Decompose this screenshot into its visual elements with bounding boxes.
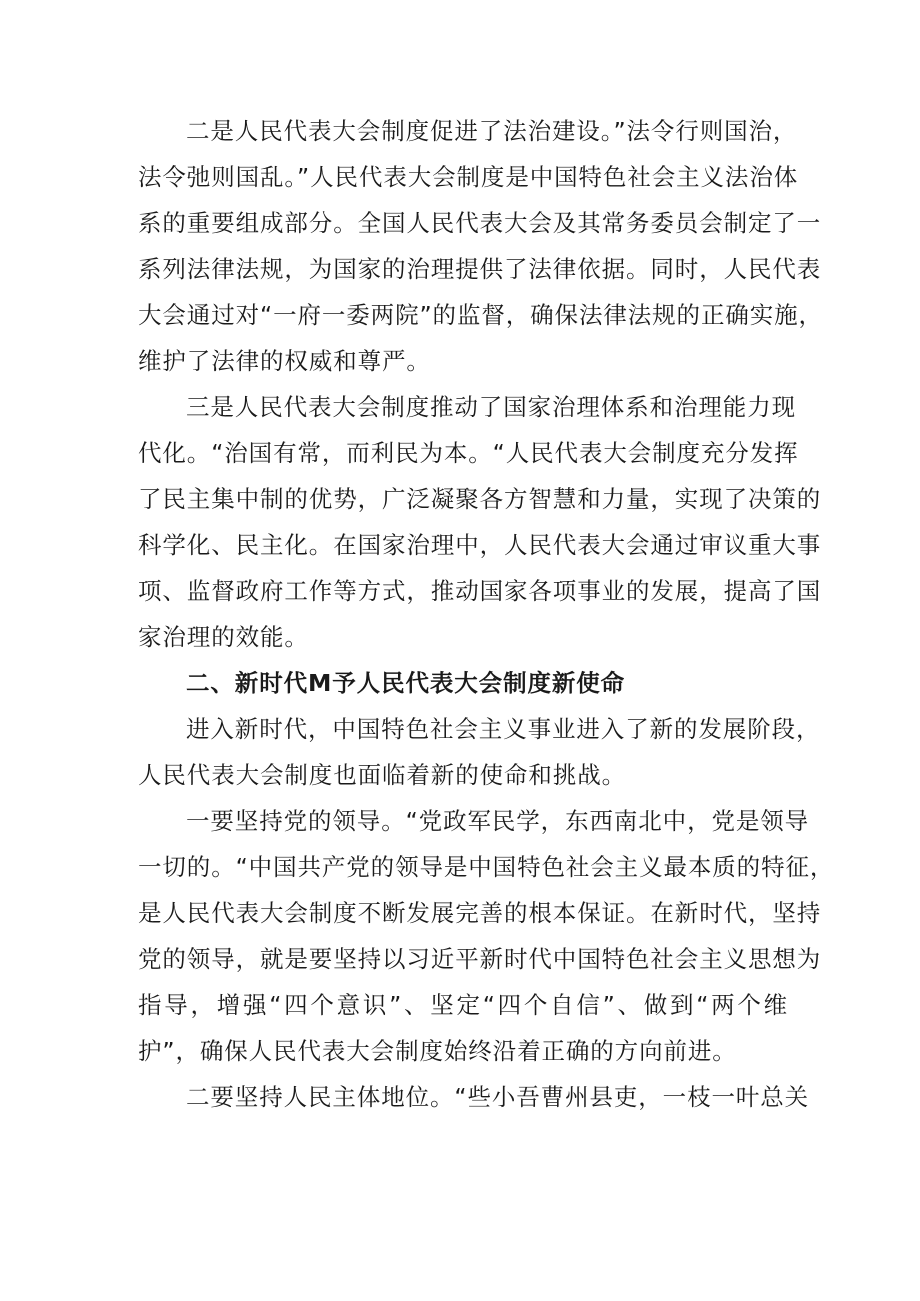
paragraph-line: 系列法律法规，为国家的治理提供了法律依据。同时，人民代表 [138,255,822,283]
paragraph [138,1074,810,1120]
paragraph-line: 法令弛则国乱。”人民代表大会制度是中国特色社会主义法治体 [138,163,799,191]
paragraph-line: 一切的。“中国共产党的领导是中国特色社会主义最本质的特征， [138,853,835,881]
paragraph-line: 二是人民代表大会制度促进了法治建设。”法令行则国治， [186,117,798,145]
paragraph [138,798,835,1074]
paragraph [138,384,822,660]
paragraph-line: 项、监督政府工作等方式，推动国家各项事业的发展，提高了国 [138,577,822,605]
paragraph-line: 系的重要组成部分。全国人民代表大会及其常务委员会制定了一 [138,209,822,237]
paragraph-line: 党的领导，就是要坚持以习近平新时代中国特色社会主义思想为 [138,945,822,973]
paragraph-line: 了民主集中制的优势，广泛凝聚各方智慧和力量，实现了决策的 [138,485,822,513]
paragraph-line: 进入新时代，中国特色社会主义事业进入了新的发展阶段， [186,715,821,743]
paragraph [138,706,821,798]
paragraph-line: 人民代表大会制度也面临着新的使命和挑战。 [138,761,626,789]
paragraph-line: 三是人民代表大会制度推动了国家治理体系和治理能力现 [186,393,796,421]
section-heading [138,660,788,706]
paragraph-line: 是人民代表大会制度不断发展完善的根本保证。在新时代，坚持 [138,899,822,927]
paragraph-line: 家治理的效能。 [138,623,309,651]
paragraph-line: 维护了法律的权威和尊严。 [138,347,431,375]
document-body [138,108,835,1120]
paragraph-line: 大会通过对“一府一委两院”的监督，确保法律法规的正确实施， [138,301,823,329]
paragraph-line: 一要坚持党的领导。“党政军民学，东西南北中，党是领导 [186,807,810,835]
paragraph-line: 护”，确保人民代表大会制度始终沿着正确的方向前进。 [138,1037,737,1065]
paragraph [138,108,823,384]
paragraph-line: 科学化、民主化。在国家治理中，人民代表大会通过审议重大事 [138,531,822,559]
heading-text: 二、新时代M予人民代表大会制度新使命 [186,669,626,697]
paragraph-line: 二要坚持人民主体地位。“些小吾曹州县吏，一枝一叶总关 [186,1083,810,1111]
paragraph-line: 代化。“治国有常，而利民为本。“人民代表大会制度充分发挥 [138,439,799,467]
paragraph-line: 指导，增强“四个意识”、坚定“四个自信”、做到“两个维 [138,991,788,1019]
